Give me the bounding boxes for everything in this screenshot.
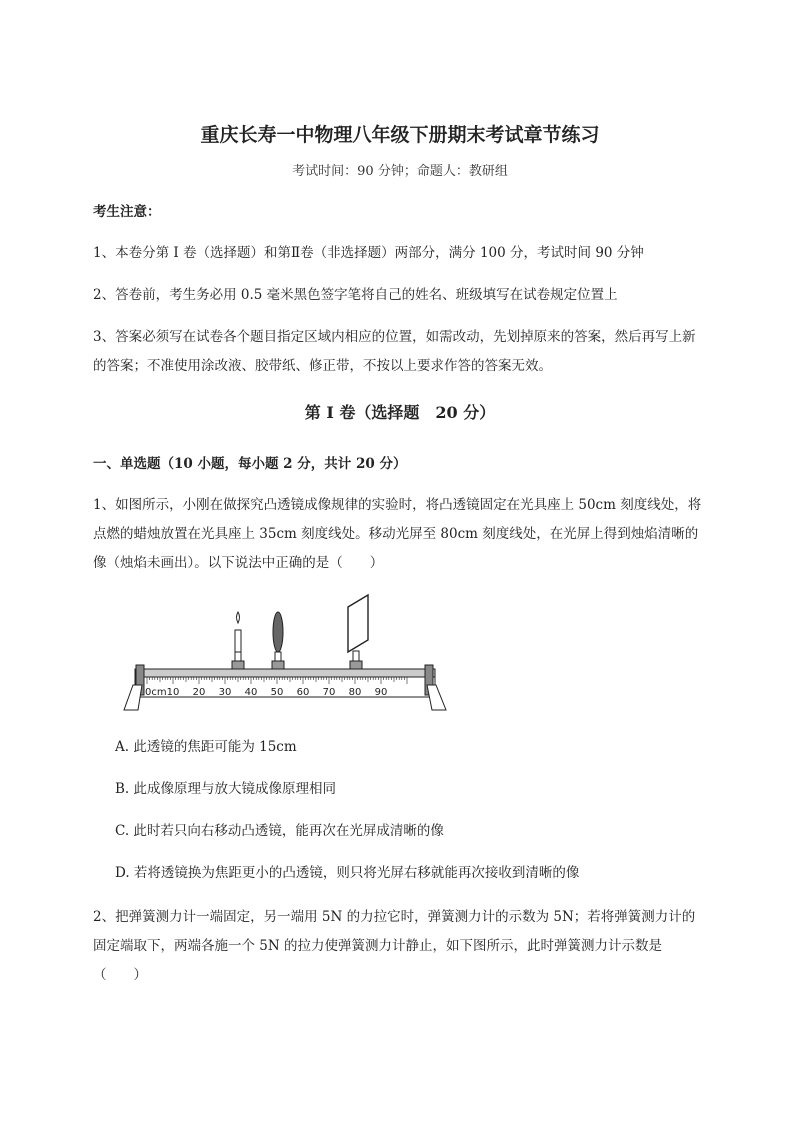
candle (232, 612, 244, 669)
optical-bench-figure (120, 585, 450, 720)
ruler-label: 50 (270, 687, 284, 698)
ruler-label: 90 (374, 687, 388, 698)
convex-lens (272, 612, 284, 669)
ruler-label: 10 (166, 687, 180, 698)
page-title: 重庆长寿一中物理八年级下册期末考试章节练习 (200, 124, 600, 146)
option-d: D. 若将透镜换为焦距更小的凸透镜，则只将光屏右移就能再次接收到清晰的像 (115, 865, 580, 881)
notice-heading: 考生注意： (93, 204, 161, 220)
ruler-label: 40 (244, 687, 258, 698)
left-stand (124, 665, 144, 710)
part-heading: 一、单选题（10 小题，每小题 2 分，共计 20 分） (93, 456, 407, 472)
ruler-label: 80 (348, 687, 362, 698)
question-1-stem: 1、如图所示，小刚在做探究凸透镜成像规律的实验时，将凸透镜固定在光具座上 50cm 刻度线处，将点燃的蜡烛放置在光具座上 35cm 刻度线处。移动光屏至 80cm 刻度线处，在光屏上得到烛焰清晰的像（烛焰未画出）。以下说法中正确的是（ ） (93, 497, 702, 571)
ruler-label: 70 (322, 687, 336, 698)
ruler-label: 60 (296, 687, 310, 698)
notice-item-3: 3、答案必须写在试卷各个题目指定区域内相应的位置，如需改动，先划掉原来的答案，然后再写上新的答案；不准使用涂改液、胶带纸、修正带，不按以上要求作答的答案无效。 (93, 329, 696, 374)
ruler-label: 0cm (145, 687, 167, 698)
section-title: 第 I 卷（选择题 20 分） (304, 403, 496, 422)
option-c: C. 此时若只向右移动凸透镜，能再次在光屏成清晰的像 (115, 823, 444, 839)
option-a: A. 此透镜的焦距可能为 15cm (115, 739, 297, 755)
question-2-stem: 2、把弹簧测力计一端固定，另一端用 5N 的力拉它时，弹簧测力计的示数为 5N；若将弹簧测力计的固定端取下，两端各施一个 5N 的拉力使弹簧测力计静止，如下图所示，此时弹簧测力计示数是（ ） (93, 909, 696, 983)
light-screen (348, 595, 368, 669)
option-b: B. 此成像原理与放大镜成像原理相同 (115, 781, 337, 797)
ruler-label: 20 (192, 687, 206, 698)
notice-item-1: 1、本卷分第 I 卷（选择题）和第Ⅱ卷（非选择题）两部分，满分 100 分，考试时间 90 分钟 (93, 245, 644, 261)
notice-item-2: 2、答卷前，考生务必用 0.5 毫米黑色签字笔将自己的姓名、班级填写在试卷规定位置上 (93, 287, 618, 303)
exam-info: 考试时间：90 分钟；命题人：教研组 (292, 164, 508, 179)
ruler-label: 30 (218, 687, 232, 698)
